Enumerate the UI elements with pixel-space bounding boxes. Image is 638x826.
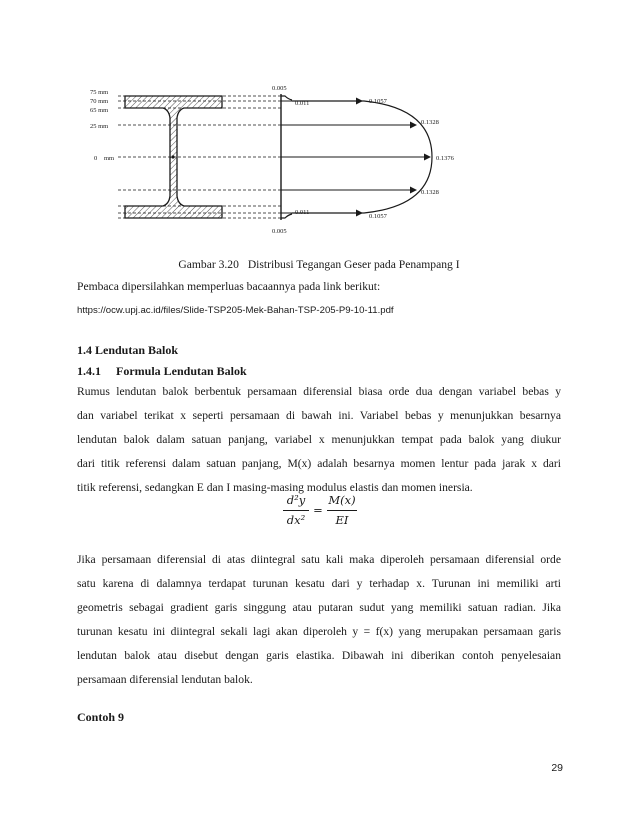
para1-line: Rumus lendutan balok berbentuk persamaan diferensial biasa orde dua dengan variabel bebas y <box>77 385 561 398</box>
dim-label-70: 70 mm <box>90 98 109 105</box>
figure-caption <box>0 258 638 271</box>
shear-stress-figure <box>0 0 638 250</box>
value-center: 0.1376 <box>436 155 454 162</box>
value-bottom-web: 0.011 <box>295 209 310 216</box>
caption-label: Gambar 3.20 <box>178 258 239 271</box>
eq-rhs-numerator: M(x) <box>328 493 356 507</box>
value-bottom-flange: 0.005 <box>272 228 287 235</box>
para1-line: titik referensi, sedangkan E dan I masing-masing modulus elastis dan momen inersia. <box>77 481 473 494</box>
dim-label-75: 75 mm <box>90 89 109 96</box>
page-number: 29 <box>551 762 563 774</box>
eq-equals: = <box>313 503 323 517</box>
eq-lhs-numerator: d²y <box>286 493 306 507</box>
eq-rhs-fraction-bar <box>327 510 357 511</box>
reference-lines <box>118 96 281 218</box>
value-top-web: 0.011 <box>295 100 310 107</box>
caption-text: Distribusi Tegangan Geser pada Penampang I <box>247 258 460 271</box>
dim-label-0: 0 <box>94 155 98 162</box>
value-top-flange: 0.005 <box>272 85 287 92</box>
subsection-number: 1.4.1 <box>77 364 101 378</box>
para1-line: dan variabel terikat x seperti persamaan di bawah ini. Variabel bebas y menunjukkan besarnya <box>77 409 561 422</box>
value-bottom-curve: 0.1057 <box>369 213 387 220</box>
deflection-equation <box>282 493 362 533</box>
value-upper-mid: 0.1328 <box>421 119 439 126</box>
value-top-curve: 0.1057 <box>369 98 387 105</box>
dim-label-mm: mm <box>104 155 115 162</box>
reference-link[interactable]: https://ocw.upj.ac.id/files/Slide-TSP205-Mek-Bahan-TSP-205-P9-10-11.pdf <box>77 305 394 316</box>
para2-line: turunan kesatu ini diintegral sekali lagi akan diperoleh y = f(x) yang merupakan persamaan garis <box>77 625 561 638</box>
eq-lhs-fraction-bar <box>283 510 309 511</box>
para2-line: Jika persamaan diferensial di atas diintegral satu kali maka diperoleh persamaan diferensial orde <box>77 553 561 566</box>
example-heading: Contoh 9 <box>77 710 125 724</box>
subsection-title: Formula Lendutan Balok <box>116 364 247 378</box>
subsection-heading <box>77 364 561 379</box>
dim-label-25: 25 mm <box>90 123 109 130</box>
bottom-flange-distribution <box>281 214 292 218</box>
top-flange-distribution <box>281 96 292 100</box>
stress-arrows <box>281 101 430 213</box>
para1-line: lendutan balok dalam satuan panjang, variabel x menunjukkan tempat pada balok yang diukur <box>77 433 561 446</box>
value-lower-mid: 0.1328 <box>421 189 439 196</box>
para2-line: geometris sebagai gradient garis singgung atau putaran sudut yang memiliki satuan radian. Jika <box>77 601 561 614</box>
intro-line: Pembaca dipersilahkan memperluas bacaannya pada link berikut: <box>77 280 381 293</box>
para2-line: persamaan diferensial lendutan balok. <box>77 673 253 686</box>
dim-label-65: 65 mm <box>90 107 109 114</box>
para2-line: satu karena di dalamnya terdapat turunan kesatu dari y terhadap x. Turunan ini memiliki arti <box>77 577 561 590</box>
eq-lhs-denominator: dx² <box>286 513 306 527</box>
eq-rhs-denominator: EI <box>335 513 349 527</box>
para1-line: dari titik referensi dalam satuan panjang, M(x) adalah besarnya momen lentur pada jarak x dari <box>77 457 561 470</box>
para2-line: lendutan balok atau disebut dengan garis elastika. Dibawah ini diberikan contoh penyelesaian <box>77 649 561 662</box>
section-heading: 1.4 Lendutan Balok <box>77 343 179 357</box>
